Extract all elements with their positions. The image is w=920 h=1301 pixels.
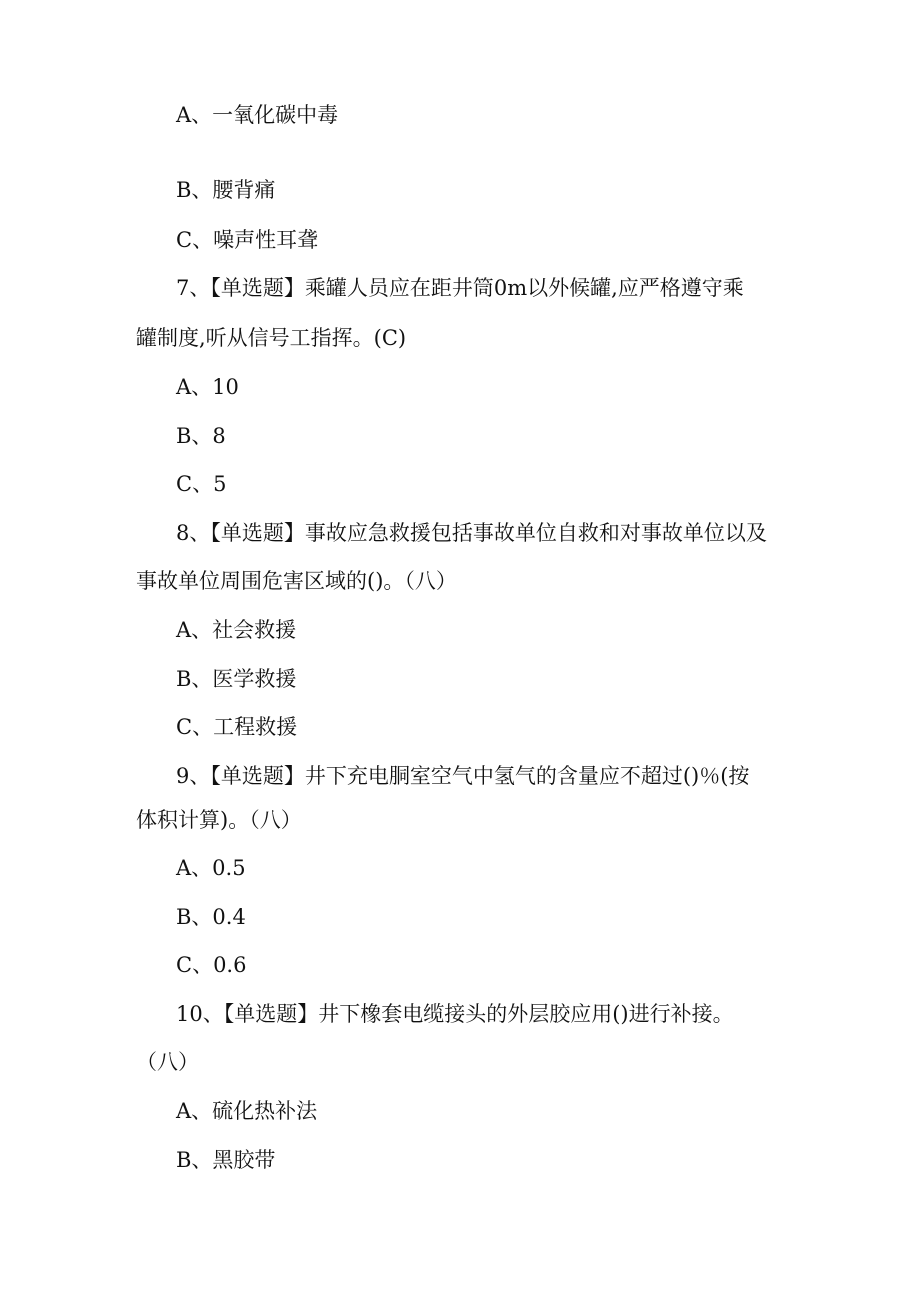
option-b: B、腰背痛	[176, 178, 276, 202]
question-9-stem-line1: 9、【单选题】井下充电胴室空气中氢气的含量应不超过()％(按	[176, 764, 750, 788]
question-7-option-b: B、8	[176, 424, 226, 448]
question-10-option-a: A、硫化热补法	[176, 1099, 318, 1123]
question-9-option-a: A、0.5	[176, 856, 246, 880]
question-9-option-b: B、0.4	[176, 905, 246, 929]
question-8-stem-line1: 8、【单选题】事故应急救援包括事故单位自救和对事故单位以及	[176, 521, 767, 545]
question-8-option-b: B、医学救援	[176, 667, 297, 691]
question-7-option-a: A、10	[176, 375, 239, 399]
question-9-stem-line2: 体积计算)。（八）	[136, 808, 302, 832]
question-9-option-c: C、0.6	[176, 953, 247, 977]
question-7-stem-line2: 罐制度,听从信号工指挥。(C)	[136, 326, 407, 350]
question-10-option-b: B、黑胶带	[176, 1148, 276, 1172]
question-8-stem-line2: 事故单位周围危害区域的()。（八）	[136, 569, 457, 593]
option-c: C、噪声性耳聋	[176, 228, 319, 252]
question-7-stem-line1: 7、【单选题】乘罐人员应在距井筒0m以外候罐,应严格遵守乘	[176, 276, 744, 300]
question-8-option-a: A、社会救援	[176, 618, 297, 642]
option-a: A、一氧化碳中毒	[176, 103, 339, 127]
question-8-option-c: C、工程救援	[176, 715, 298, 739]
question-10-stem-line2: （八）	[136, 1050, 199, 1074]
question-10-stem-line1: 10、【单选题】井下橡套电缆接头的外层胶应用()进行补接。	[176, 1002, 734, 1026]
question-7-option-c: C、5	[176, 472, 227, 496]
